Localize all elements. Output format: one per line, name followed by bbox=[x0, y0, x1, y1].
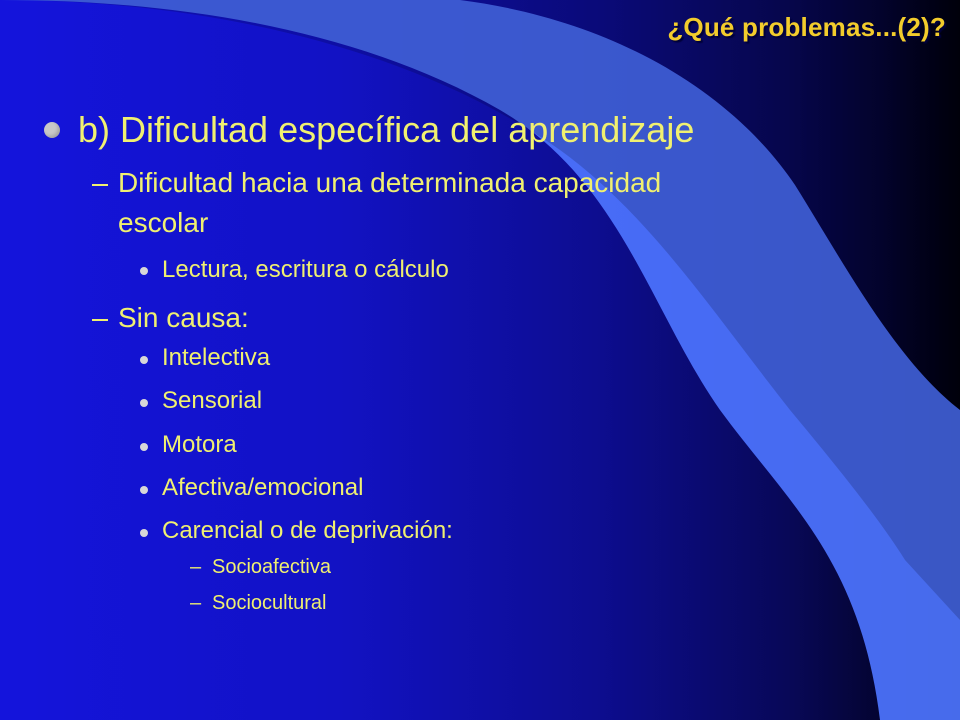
level4-item-2: Sociocultural bbox=[212, 592, 327, 614]
level2-item-1-line2: escolar bbox=[118, 207, 209, 238]
dash-icon: – bbox=[190, 592, 202, 614]
bullet-icon bbox=[140, 486, 148, 494]
bullet-icon bbox=[140, 356, 148, 364]
top-bullet-icon bbox=[44, 122, 60, 138]
bullet-icon bbox=[140, 267, 148, 275]
level3-item-5: Afectiva/emocional bbox=[162, 474, 364, 501]
main-heading: b) Dificultad específica del aprendizaje bbox=[78, 109, 695, 150]
level3-item-2: Intelectiva bbox=[162, 344, 271, 371]
level3-item-4: Motora bbox=[162, 431, 237, 458]
dash-icon: – bbox=[190, 556, 202, 578]
level3-item-6: Carencial o de deprivación: bbox=[162, 517, 453, 544]
bullet-icon bbox=[140, 443, 148, 451]
level3-item-1: Lectura, escritura o cálculo bbox=[162, 256, 449, 283]
bullet-icon bbox=[140, 399, 148, 407]
level3-item-3: Sensorial bbox=[162, 387, 263, 414]
level2-item-1-line1: Dificultad hacia una determinada capacidad bbox=[118, 167, 662, 198]
level2-item-2: Sin causa: bbox=[118, 302, 249, 333]
dash-icon bbox=[92, 319, 108, 321]
slide-title: ¿Qué problemas...(2)? bbox=[667, 12, 946, 42]
bullet-icon bbox=[140, 529, 148, 537]
dash-icon bbox=[92, 184, 108, 186]
level4-item-1: Socioafectiva bbox=[212, 556, 331, 578]
